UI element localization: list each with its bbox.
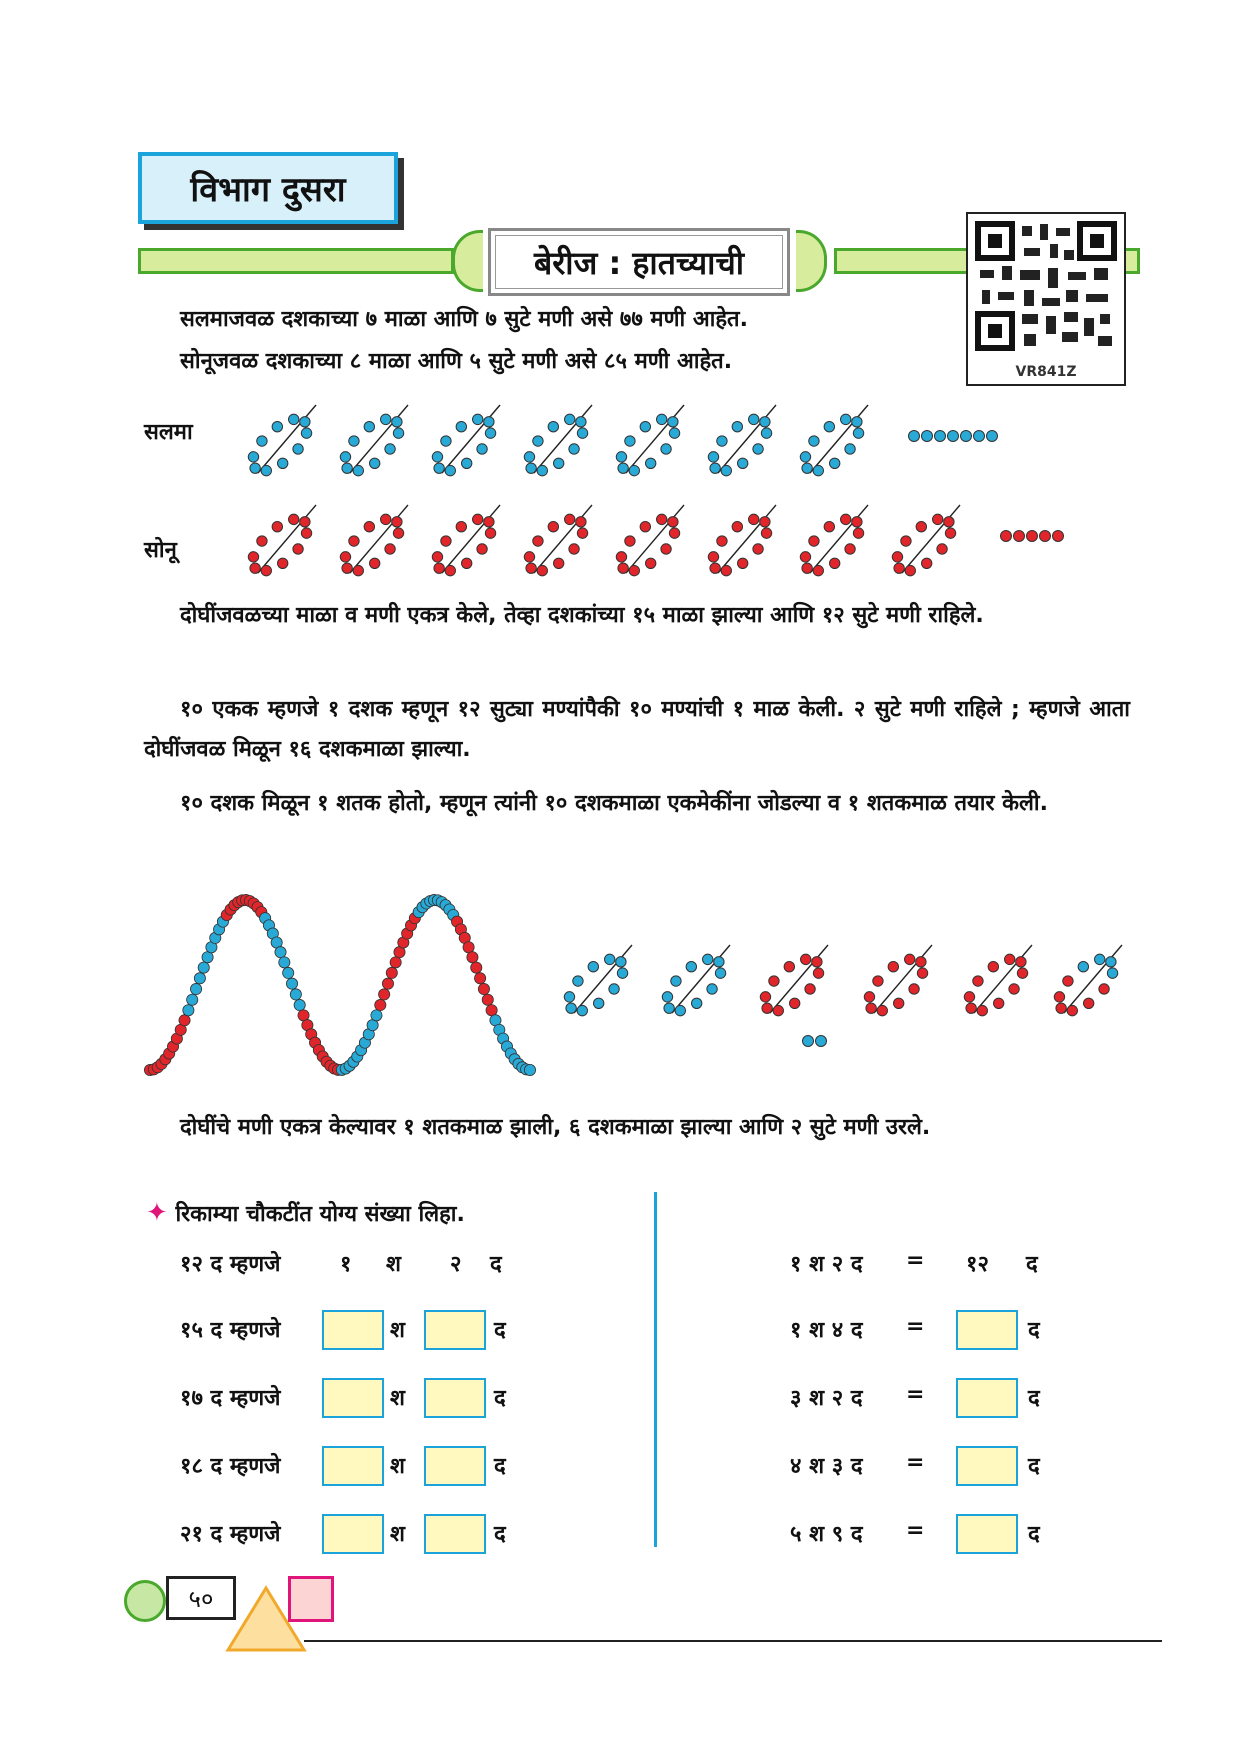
salma-tens-string-2 [340,405,408,476]
right-row-4-eq: = [906,1518,925,1543]
sonu-tens-string-5 [616,505,684,576]
left-row-3-d-blank[interactable] [424,1446,486,1486]
salma-tens-string-1 [248,405,316,476]
bead-row-label-sonu: सोनू [144,538,177,563]
example-left-lhs: १२ द म्हणजे [180,1252,281,1277]
left-row-2-d-blank[interactable] [424,1378,486,1418]
paragraph-3 [144,784,1130,824]
paragraph-2 [144,690,1130,770]
combined-tens-string-2 [662,945,730,1016]
example-left-d-unit: द [490,1252,502,1277]
bead-row-salma [240,400,1140,490]
combined-tens-string-4 [864,945,932,1016]
sonu-tens-string-7 [800,505,868,576]
right-row-3-lhs: ४ श ३ द [790,1454,863,1479]
qr-pattern [968,214,1124,354]
left-row-3-s-unit: श [390,1454,405,1479]
example-left-s-val: १ [340,1252,352,1277]
right-row-3-blank[interactable] [956,1446,1018,1486]
title-bar-left [138,248,454,274]
right-row-1-unit: द [1028,1318,1040,1343]
salma-tens-string-5 [616,405,684,476]
left-row-1-s-blank[interactable] [322,1310,384,1350]
combined-tens-string-6 [1054,945,1122,1016]
hundred-bead-chain [140,880,560,1090]
title-cap-left [452,230,483,292]
example-left-d-val: २ [450,1252,462,1277]
intro-line-1: सलमाजवळ दशकाच्या ७ माळा आणि ७ सुटे मणी असे ७७ मणी आहेत. [180,307,748,332]
right-row-2-unit: द [1028,1386,1040,1411]
footer-rule [304,1640,1162,1642]
right-row-1-lhs: १ श ४ द [790,1318,863,1343]
left-row-2-lhs: १७ द म्हणजे [180,1386,281,1411]
left-row-2-s-blank[interactable] [322,1378,384,1418]
lesson-title: बेरीज : हातच्याची [488,228,790,296]
exercise-instruction-text: रिकाम्या चौकटींत योग्य संख्या लिहा. [175,1202,465,1227]
example-right-unit: द [1026,1252,1038,1277]
qr-code-label: VR841Z [1015,364,1077,380]
left-row-4-s-blank[interactable] [322,1514,384,1554]
left-row-2-s-unit: श [390,1386,405,1411]
right-row-2-blank[interactable] [956,1378,1018,1418]
right-row-2-eq: = [906,1382,925,1407]
right-row-1-eq: = [906,1314,925,1339]
left-row-4-lhs: २१ द म्हणजे [180,1522,281,1547]
example-left-s-unit: श [386,1252,401,1277]
summary-paragraph [144,1108,1130,1148]
right-row-4-unit: द [1028,1522,1040,1547]
qr-code[interactable] [966,212,1126,386]
left-row-4-s-unit: श [390,1522,405,1547]
salma-tens-string-4 [524,405,592,476]
bead-row-label-salma: सलमा [144,420,193,445]
paragraph-2-text: १० एकक म्हणजे १ दशक म्हणून १२ सुट्या मण्यांपैकी १० मण्यांची १ माळ केली. २ सुटे मणी राहिले ; म्हणजे आता दोघींजवळ मिळून १६ दशकमाळा झाल्या. [144,697,1130,762]
sonu-loose-beads [1001,531,1064,542]
sonu-tens-string-1 [248,505,316,576]
column-divider [654,1192,657,1547]
left-row-2-d-unit: द [494,1386,506,1411]
square-shape [288,1576,334,1622]
left-row-1-s-unit: श [390,1318,405,1343]
star-icon: ✦ [146,1198,168,1228]
example-right-eq: = [906,1248,925,1273]
exercise-instruction [146,1198,465,1228]
left-row-1-lhs: १५ द म्हणजे [180,1318,281,1343]
page-number: ५० [166,1576,236,1620]
paragraph-1-text: दोघींजवळच्या माळा व मणी एकत्र केले, तेव्हा दशकांच्या १५ माळा झाल्या आणि १२ सुटे मणी राहिले. [180,603,984,628]
combined-tens-string-1 [564,945,632,1016]
sonu-tens-string-6 [708,505,776,576]
left-row-3-lhs: १८ द म्हणजे [180,1454,281,1479]
left-row-3-d-unit: द [494,1454,506,1479]
example-right-val: १२ [966,1252,989,1277]
chain-beads [144,894,535,1075]
right-row-3-eq: = [906,1450,925,1475]
paragraph-1 [144,596,1130,636]
section-title: विभाग दुसरा [138,152,398,224]
intro-line-2: सोनूजवळ दशकाच्या ८ माळा आणि ५ सुटे मणी असे ८५ मणी आहेत. [180,349,733,374]
left-row-1-d-blank[interactable] [424,1310,486,1350]
left-row-4-d-blank[interactable] [424,1514,486,1554]
combined-tens-string-5 [964,945,1032,1016]
sonu-tens-string-4 [524,505,592,576]
bead-row-sonu [240,500,1140,590]
example-right-lhs: १ श २ द [790,1252,863,1277]
paragraph-3-text: १० दशक मिळून १ शतक होतो, म्हणून त्यांनी १० दशकमाळा एकमेकींना जोडल्या व १ शतकमाळ तयार केली. [180,791,1048,816]
right-row-3-unit: द [1028,1454,1040,1479]
salma-tens-string-6 [708,405,776,476]
left-row-1-d-unit: द [494,1318,506,1343]
right-row-1-blank[interactable] [956,1310,1018,1350]
bead-row-combined [546,935,1146,1055]
left-row-4-d-unit: द [494,1522,506,1547]
right-row-4-lhs: ५ श ९ द [790,1522,863,1547]
combined-loose-beads [803,1036,827,1047]
salma-loose-beads [909,431,998,442]
title-cap-right [796,230,827,292]
salma-tens-string-7 [800,405,868,476]
sonu-tens-string-3 [432,505,500,576]
sonu-tens-string-8 [892,505,960,576]
right-row-4-blank[interactable] [956,1514,1018,1554]
combined-tens-string-3 [760,945,828,1016]
circle-shape [124,1580,166,1622]
salma-tens-string-3 [432,405,500,476]
sonu-tens-string-2 [340,505,408,576]
right-row-2-lhs: ३ श २ द [790,1386,863,1411]
summary-text: दोघींचे मणी एकत्र केल्यावर १ शतकमाळ झाली, ६ दशकमाळा झाल्या आणि २ सुटे मणी उरले. [180,1115,931,1140]
left-row-3-s-blank[interactable] [322,1446,384,1486]
